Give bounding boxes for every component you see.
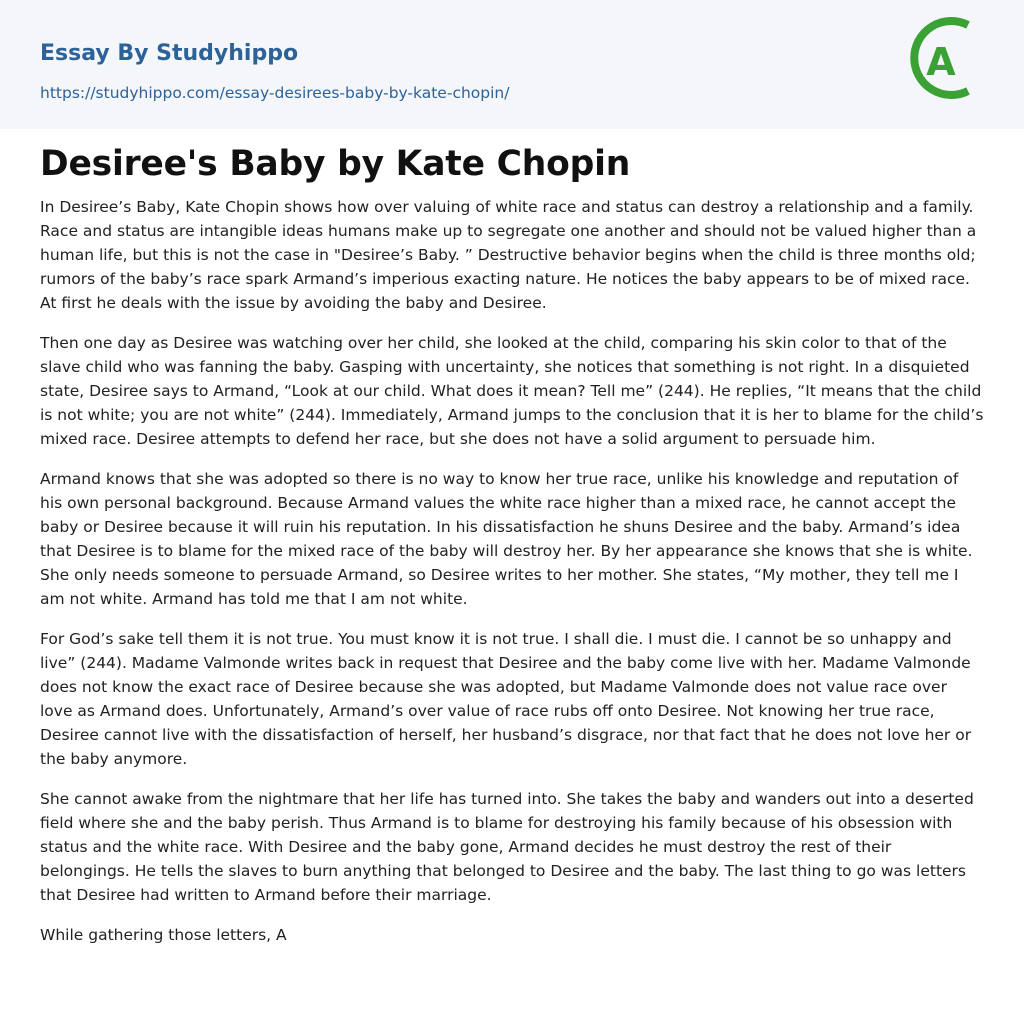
- essay-paragraph: For God’s sake tell them it is not true. You must know it is not true. I shall die. I must die. I cannot be so unhappy and live” (244). Madame Valmonde writes back in request that Desiree and the baby come live with her. Madame Valmonde does not know the exact race of Desiree because she was adopted, but Madame Valmonde does not value race over love as Armand does. Unfortunately, Armand’s over value of race rubs off onto Desiree. Not knowing her true race, Desiree cannot live with the dissatisfaction of herself, her husband’s disgrace, nor that fact that he does not love her or the baby anymore.: [40, 630, 972, 768]
- essay-title: Desiree's Baby by Kate Chopin: [40, 144, 631, 184]
- essay-paragraph: Then one day as Desiree was watching over her child, she looked at the child, comparing his skin color to that of the slave child who was fanning the baby. Gasping with uncertainty, she notices that something is not right. In a disquieted state, Desiree says to Armand, “Look at our child. What does it mean? Tell me” (244). He replies, “It means that the child is not white; you are not white” (244). Immediately, Armand jumps to the conclusion that it is her to blame for the child’s mixed race. Desiree attempts to defend her race, but she does not have a solid argument to persuade him.: [40, 334, 984, 448]
- essay-paragraph: She cannot awake from the nightmare that her life has turned into. She takes the baby and wanders out into a deserted field where she and the baby perish. Thus Armand is to blame for destroying his family because of his obsession with status and the white race. With Desiree and the baby gone, Armand decides he must destroy the rest of their belongings. He tells the slaves to burn anything that belonged to Desiree and the baby. The last thing to go was letters that Desiree had written to Armand before their marriage.: [40, 790, 974, 904]
- logo-ring-icon: [906, 16, 990, 110]
- essay-paragraph: While gathering those letters, A: [40, 926, 287, 944]
- site-brand[interactable]: Essay By Studyhippo: [40, 41, 299, 66]
- studyhippo-logo[interactable]: [906, 16, 990, 110]
- logo-letter: A: [926, 40, 956, 84]
- essay-paragraph: Armand knows that she was adopted so there is no way to know her true race, unlike his knowledge and reputation of his own personal background. Because Armand values the white race higher than a mixed race, he cannot accept the baby or Desiree because it will ruin his reputation. In his dissatisfaction he shuns Desiree and the baby. Armand’s idea that Desiree is to blame for the mixed race of the baby will destroy her. By her appearance she knows that she is white. She only needs someone to persuade Armand, so Desiree writes to her mother. She states, “My mother, they tell me I am not white. Armand has told me that I am not white.: [40, 470, 973, 608]
- site-header: [0, 0, 1024, 129]
- essay-paragraph: In Desiree’s Baby, Kate Chopin shows how over valuing of white race and status can destroy a relationship and a family. Race and status are intangible ideas humans make up to segregate one another and should not be valued higher than a human life, but this is not the case in "Desiree’s Baby. ” Destructive behavior begins when the child is three months old; rumors of the baby’s race spark Armand’s imperious exacting nature. He notices the baby appears to be of mixed race. At first he deals with the issue by avoiding the baby and Desiree.: [40, 198, 977, 312]
- essay-body: [40, 195, 984, 963]
- essay-url-link[interactable]: https://studyhippo.com/essay-desirees-baby-by-kate-chopin/: [40, 84, 510, 102]
